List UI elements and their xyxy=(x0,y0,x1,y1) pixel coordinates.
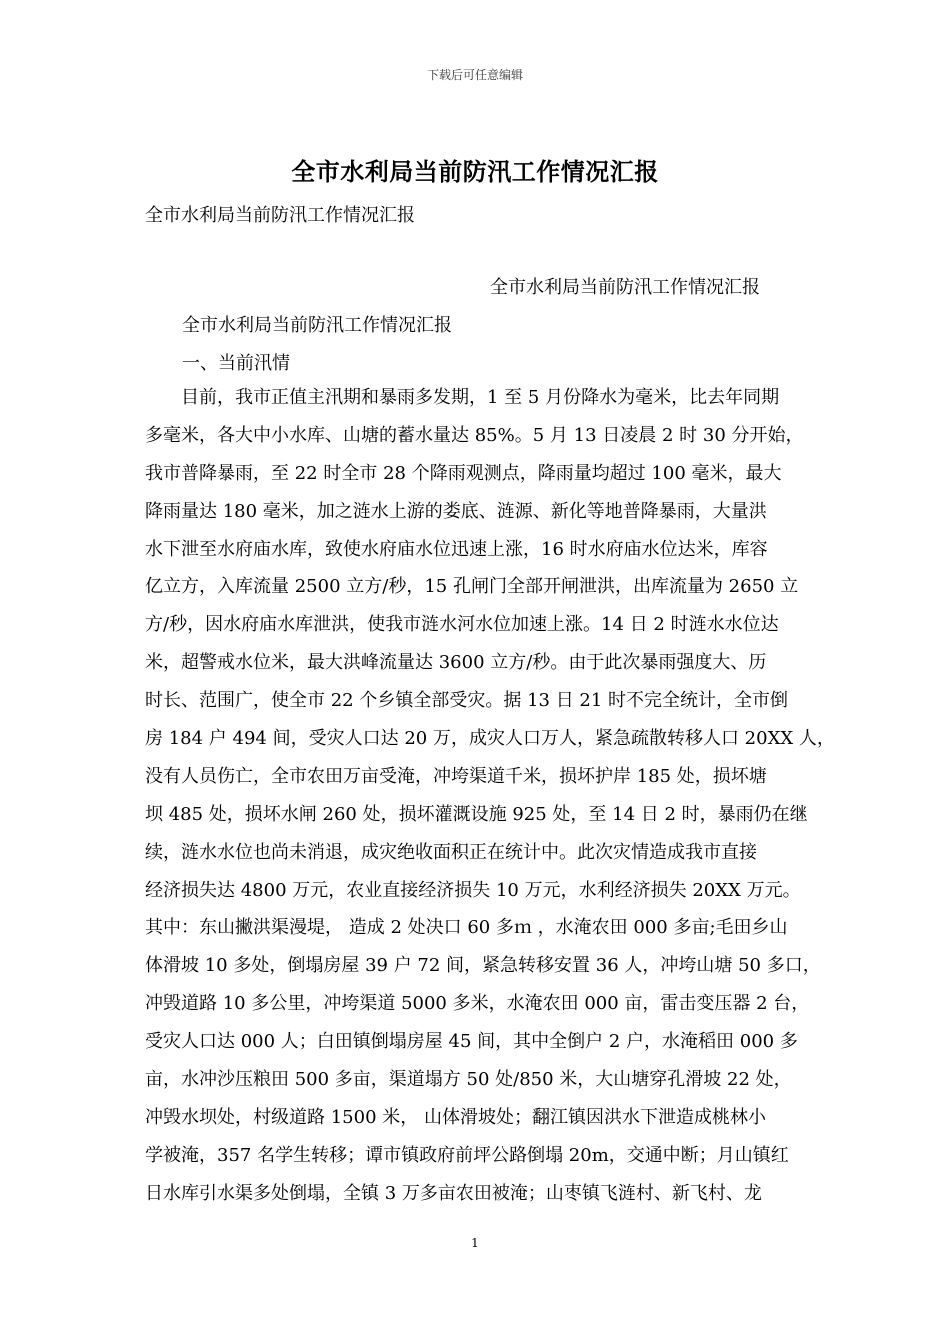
paragraph-line: 日水库引水渠多处倒塌，全镇 3 万多亩农田被淹；山枣镇飞涟村、新飞村、龙 xyxy=(145,1182,762,1204)
paragraph-line: 亩，水冲沙压粮田 500 多亩，渠道塌方 50 处/850 米，大山塘穿孔滑坡 22 处， xyxy=(145,1069,792,1091)
paragraph-line: 冲毁水坝处，村级道路 1500 米， 山体滑坡处；翻江镇因洪水下泄造成桃林小 xyxy=(145,1106,766,1128)
page-number: 1 xyxy=(471,1236,479,1250)
paragraph-line: 经济损失达 4800 万元，农业直接经济损失 10 万元，水利经济损失 20XX 万元。 xyxy=(145,879,801,901)
paragraph-line: 多毫米，各大中小水库、山塘的蓄水量达 85%。5 月 13 日凌晨 2 时 30 分开始， xyxy=(145,424,804,446)
right-aligned-title: 全市水利局当前防汛工作情况汇报 xyxy=(490,277,760,298)
paragraph-line: 降雨量达 180 毫米，加之涟水上游的娄底、涟源、新化等地普降暴雨，大量洪 xyxy=(145,500,767,522)
paragraph-line: 学被淹，357 名学生转移；谭市镇政府前坪公路倒塌 20m，交通中断；月山镇红 xyxy=(145,1144,789,1166)
body-paragraph xyxy=(145,386,835,1220)
paragraph-line: 冲毁道路 10 多公里，冲垮渠道 5000 多米，水淹农田 000 亩，雷击变压器 2 台， xyxy=(145,993,810,1015)
paragraph-line: 亿立方，入库流量 2500 立方/秒，15 孔闸门全部开闸泄洪，出库流量为 2650 立 xyxy=(145,576,799,598)
paragraph-line: 时长、范围广，使全市 22 个乡镇全部受灾。据 13 日 21 时不完全统计，全市倒 xyxy=(145,690,789,712)
document-subtitle: 全市水利局当前防汛工作情况汇报 xyxy=(145,205,415,226)
paragraph-line: 体滑坡 10 多处，倒塌房屋 39 户 72 间，紧急转移安置 36 人，冲垮山塘 50 多口， xyxy=(145,955,821,977)
paragraph-line: 方/秒，因水府庙水库泄洪，使我市涟水河水位加速上涨。14 日 2 时涟水水位达 xyxy=(145,614,779,636)
paragraph-line: 没有人员伤亡，全市农田万亩受淹，冲垮渠道千米，损坏护岸 185 处，损坏塘 xyxy=(145,765,767,787)
paragraph-line: 水下泄至水府庙水库，致使水府庙水位迅速上涨，16 时水府庙水位达米，库容 xyxy=(145,538,768,560)
paragraph-line: 房 184 户 494 间，受灾人口达 20 万，成灾人口万人，紧急疏散转移人口 20XX 人， xyxy=(145,728,835,750)
paragraph-line: 受灾人口达 000 人；白田镇倒塌房屋 45 间，其中全倒户 2 户，水淹稻田 000 多 xyxy=(145,1031,798,1053)
paragraph-line: 我市普降暴雨，至 22 时全市 28 个降雨观测点，降雨量均超过 100 毫米，最大 xyxy=(145,462,782,484)
paragraph-line: 其中：东山撇洪渠漫堤， 造成 2 处决口 60 多ｍ ，水淹农田 000 多亩;毛田乡山 xyxy=(145,917,788,939)
paragraph-line: 目前，我市正值主汛期和暴雨多发期，1 至 5 月份降水为毫米，比去年同期 xyxy=(181,387,780,408)
paragraph-line: 续，涟水水位也尚未消退，成灾绝收面积正在统计中。此次灾情造成我市直接 xyxy=(145,841,757,863)
download-note: 下载后可任意编辑 xyxy=(426,68,523,82)
document-title: 全市水利局当前防汛工作情况汇报 xyxy=(291,158,659,186)
section-heading: 一、当前汛情 xyxy=(182,353,290,374)
indented-title: 全市水利局当前防汛工作情况汇报 xyxy=(182,315,452,336)
paragraph-line: 米，超警戒水位米，最大洪峰流量达 3600 立方/秒。由于此次暴雨强度大、历 xyxy=(145,652,767,674)
paragraph-line: 坝 485 处，损坏水闸 260 处，损坏灌溉设施 925 处，至 14 日 2 时，暴雨仍在继 xyxy=(145,803,808,825)
